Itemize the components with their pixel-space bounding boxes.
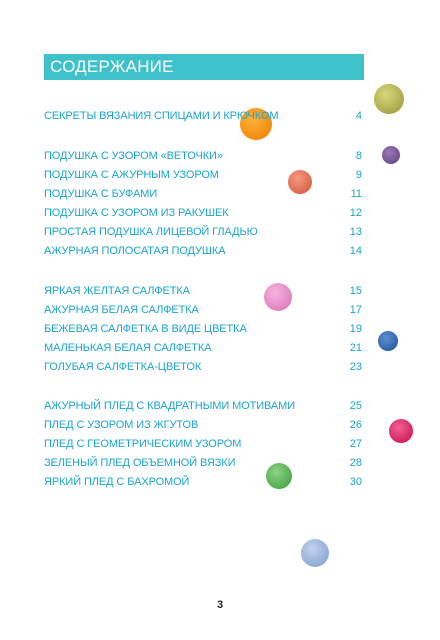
- toc-entry-page: 11: [350, 188, 362, 200]
- toc-entry[interactable]: [44, 417, 364, 433]
- toc-entry-title: ПОДУШКА С АЖУРНЫМ УЗОРОМ: [44, 169, 219, 181]
- page-number: 3: [216, 599, 224, 611]
- toc-entry[interactable]: [44, 455, 364, 471]
- toc-entry-page: 12: [349, 207, 362, 219]
- toc-entry[interactable]: [44, 148, 364, 164]
- yarn-ball-magenta-icon: [389, 419, 413, 443]
- toc-entry-page: 26: [349, 419, 362, 431]
- toc-entry[interactable]: [44, 243, 364, 259]
- toc-entry-title: ГОЛУБАЯ САЛФЕТКА-ЦВЕТОК: [44, 361, 202, 373]
- toc-entry-page: 9: [355, 169, 362, 181]
- toc-entry[interactable]: [44, 340, 364, 356]
- toc-entry-title: ПЛЕД С УЗОРОМ ИЗ ЖГУТОВ: [44, 419, 199, 431]
- toc-entry[interactable]: [44, 224, 364, 240]
- yarn-ball-lightblue-icon: [301, 539, 329, 567]
- toc-entry[interactable]: [44, 474, 364, 490]
- toc-entry[interactable]: [44, 359, 364, 375]
- toc-entry-page: 13: [349, 226, 362, 238]
- toc-entry-page: 17: [349, 304, 362, 316]
- toc-entry-page: 15: [349, 285, 362, 297]
- toc-entry[interactable]: [44, 167, 364, 183]
- toc-entry-title: ЯРКИЙ ПЛЕД С БАХРОМОЙ: [44, 476, 190, 488]
- yarn-ball-olive-icon: [374, 84, 404, 114]
- toc-entry-title: ЯРКАЯ ЖЕЛТАЯ САЛФЕТКА: [44, 285, 190, 297]
- toc-entry[interactable]: [44, 108, 364, 124]
- yarn-ball-blue-icon: [378, 331, 398, 351]
- toc-entry-page: 28: [349, 457, 362, 469]
- toc-entry-page: 23: [349, 361, 362, 373]
- toc-entry[interactable]: [44, 321, 364, 337]
- toc-entry-title: СЕКРЕТЫ ВЯЗАНИЯ СПИЦАМИ И КРЮЧКОМ: [44, 110, 279, 122]
- toc-entry-title: МАЛЕНЬКАЯ БЕЛАЯ САЛФЕТКА: [44, 342, 212, 354]
- toc-entry-page: 30: [349, 476, 362, 488]
- toc-entry-page: 4: [355, 110, 362, 122]
- toc-entry-page: 14: [349, 245, 362, 257]
- toc-entry-page: 21: [349, 342, 362, 354]
- toc-entry-title: ПЛЕД С ГЕОМЕТРИЧЕСКИМ УЗОРОМ: [44, 438, 242, 450]
- toc-entry-page: 27: [349, 438, 362, 450]
- toc-entry-title: ПОДУШКА С УЗОРОМ «ВЕТОЧКИ»: [44, 150, 223, 162]
- toc-entry[interactable]: [44, 283, 364, 299]
- toc-entry[interactable]: [44, 436, 364, 452]
- toc-entry-page: 8: [355, 150, 362, 162]
- toc-entry-title: ПОДУШКА С УЗОРОМ ИЗ РАКУШЕК: [44, 207, 229, 219]
- toc-entry-page: 19: [349, 323, 362, 335]
- contents-header-bar: [44, 54, 364, 80]
- toc-entry[interactable]: [44, 205, 364, 221]
- toc-entry-title: ЗЕЛЕНЫЙ ПЛЕД ОБЪЕМНОЙ ВЯЗКИ: [44, 457, 236, 469]
- toc-entry-title: ПРОСТАЯ ПОДУШКА ЛИЦЕВОЙ ГЛАДЬЮ: [44, 226, 258, 238]
- toc-entry-title: БЕЖЕВАЯ САЛФЕТКА В ВИДЕ ЦВЕТКА: [44, 323, 247, 335]
- toc-entry[interactable]: [44, 302, 364, 318]
- contents-title: СОДЕРЖАНИЕ: [50, 57, 174, 76]
- toc-entry-title: АЖУРНАЯ ПОЛОСАТАЯ ПОДУШКА: [44, 245, 226, 257]
- toc-entry-title: АЖУРНАЯ БЕЛАЯ САЛФЕТКА: [44, 304, 199, 316]
- yarn-ball-purple-icon: [382, 146, 400, 164]
- toc-entry[interactable]: [44, 398, 364, 414]
- toc-entry-title: ПОДУШКА С БУФАМИ: [44, 188, 158, 200]
- toc-entry-title: АЖУРНЫЙ ПЛЕД С КВАДРАТНЫМИ МОТИВАМИ: [44, 400, 296, 412]
- toc-entry-page: 25: [349, 400, 362, 412]
- toc-entry[interactable]: [44, 186, 364, 202]
